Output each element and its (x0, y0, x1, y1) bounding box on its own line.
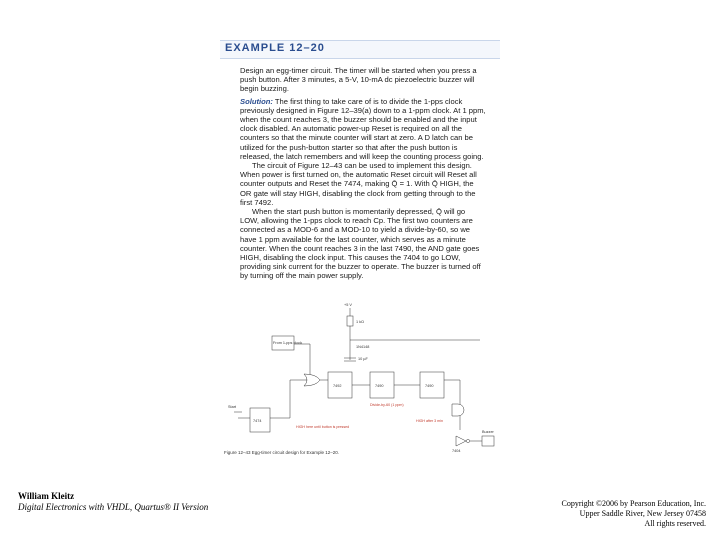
vcc-label: +5 V (344, 303, 352, 307)
textbook-page (220, 40, 500, 460)
note-high-until-pressed: HIGH here until button is pressed (296, 425, 350, 429)
latch-label: 7474 (253, 419, 262, 423)
footer-author-book (18, 491, 208, 513)
example-title: EXAMPLE 12–20 (225, 42, 325, 54)
copyright-line-2: Upper Saddle River, New Jersey 07458 (579, 509, 706, 518)
problem-statement: Design an egg-timer circuit. The timer will be started when you press a push button. After 3 minutes, a 5-V, 10-mA dc piezoelectric buzzer will begin buzzing. (240, 66, 477, 94)
note-divide-by-60: Divide-by-60 (1 ppm) (370, 403, 404, 407)
circuit-figure (220, 300, 500, 458)
example-header (220, 40, 500, 59)
counter3-label: 7490 (425, 384, 434, 388)
figure-caption: Figure 12–43 Egg-timer circuit design for Example 12–20. (224, 450, 340, 455)
counter1-label: 7492 (333, 384, 342, 388)
paragraph-3: When the start push button is momentarily depressed, Q̄ will go LOW, allowing the 1-pps clock to reach Cp. The first two counters are connected as a MOD-6 and a MOD-10 to yield a divide-by-60, so we have 1 ppm available for the last counter, which serves as a minute counter. When the count reaches 3 in the last 7490, the AND gate goes HIGH, disabling the clock input. This causes the 7404 to go LOW, providing sink current for the buzzer to operate. The buzzer is turned off by turning off the main power supply. (240, 207, 481, 281)
c1-label: 10 µF (358, 357, 368, 361)
example-text (240, 66, 486, 281)
copyright-line-1: Copyright ©2006 by Pearson Education, Inc. (561, 499, 706, 508)
solution-text: The first thing to take care of is to divide the 1-pps clock previously designed in Figure 12–39(a) down to a 1-ppm clock. At 1 ppm, when the count reaches 3, the buzzer should be enabled and the input clock disabled. An automatic power-up Reset is required on all the counters so that the minute counter will start at zero. A D latch can be utilized for the push-button starter so that after the push button is released, the latch remembers and will keep the counting process going. (240, 96, 486, 161)
footer-copyright (562, 499, 707, 529)
d1-label: 1N4148 (356, 345, 370, 349)
paragraph-2: The circuit of Figure 12–43 can be used to implement this design. When power is first turned on, the automatic Reset circuit will Reset all counter outputs and Reset the 7474, making Q̄ = 1. With Q̄ HIGH, the OR gate will stay HIGH, disabling the clock from getting through to the first 7492. (240, 161, 477, 207)
circuit-diagram (220, 300, 500, 458)
author-name: William Kleitz (18, 491, 75, 501)
clock-box-label: From 1-pps clock (273, 341, 303, 345)
counter2-label: 7490 (375, 384, 384, 388)
solution-label: Solution: (240, 96, 273, 106)
solution-paragraph (240, 97, 486, 161)
buzzer-label: Buzzer (482, 430, 494, 434)
note-high-after-3-min: HIGH after 3 min (416, 419, 443, 423)
r1-label: 1 kΩ (356, 320, 364, 324)
inverter-label: 7404 (452, 449, 461, 453)
copyright-line-3: All rights reserved. (644, 519, 706, 528)
book-title: Digital Electronics with VHDL, Quartus® II Version (18, 502, 209, 512)
start-label: Start (228, 405, 237, 409)
